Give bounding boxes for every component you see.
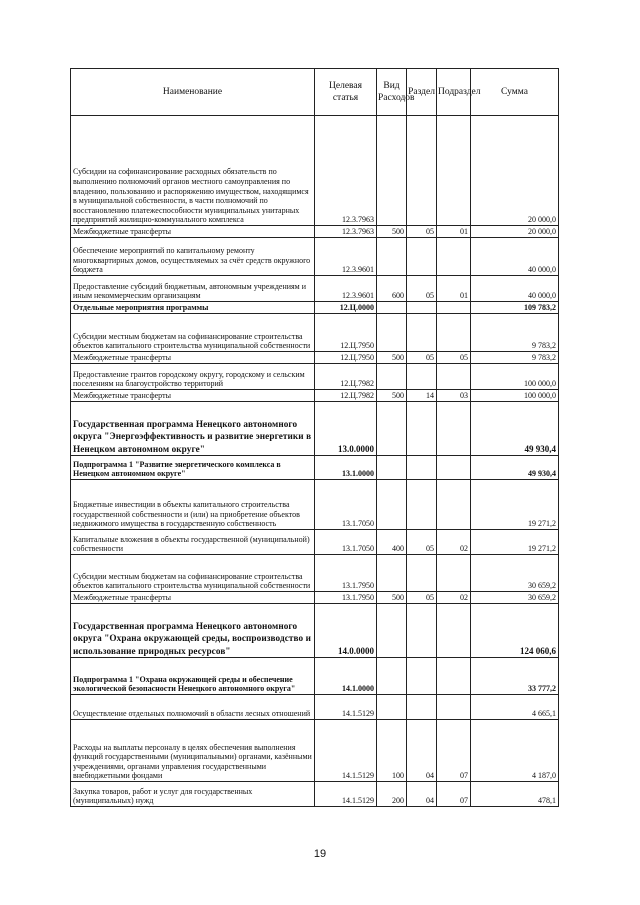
row-target-article: 12.3.7963 <box>315 226 377 238</box>
table-row <box>71 530 559 555</box>
row-expense-type <box>377 658 407 695</box>
row-section: 05 <box>407 226 437 238</box>
table-row <box>71 480 559 530</box>
row-name: Закупка товаров, работ и услуг для государственных (муниципальных) нужд <box>71 782 315 807</box>
row-subsection <box>437 314 471 352</box>
row-name: Предоставление грантов городскому округу, городскому и сельским поселениям на благоустройство территорий <box>71 364 315 390</box>
table-row <box>71 226 559 238</box>
row-sum: 109 783,2 <box>471 302 559 314</box>
row-target-article: 12.Ц.7950 <box>315 314 377 352</box>
row-target-article: 14.0.0000 <box>315 604 377 658</box>
row-expense-type <box>377 364 407 390</box>
header-expense-type: Вид Расходов <box>377 69 407 116</box>
row-sum: 100 000,0 <box>471 364 559 390</box>
row-target-article: 12.Ц.7982 <box>315 390 377 402</box>
row-subsection <box>437 456 471 480</box>
row-subsection: 02 <box>437 592 471 604</box>
row-name: Бюджетные инвестиции в объекты капитального строительства государственной собственности и (или) на приобретение объектов недвижимого имущества в государственную собственность <box>71 480 315 530</box>
row-expense-type: 100 <box>377 720 407 782</box>
table-row <box>71 390 559 402</box>
row-section: 04 <box>407 720 437 782</box>
row-section <box>407 456 437 480</box>
row-subsection: 05 <box>437 352 471 364</box>
row-subsection <box>437 604 471 658</box>
row-sum: 124 060,6 <box>471 604 559 658</box>
table-row <box>71 456 559 480</box>
table-row <box>71 555 559 592</box>
table-header-row <box>71 69 559 116</box>
table-row <box>71 695 559 720</box>
row-subsection <box>437 658 471 695</box>
header-section: Раздел <box>407 69 437 116</box>
table-row <box>71 604 559 658</box>
row-target-article: 14.1.5129 <box>315 782 377 807</box>
row-section <box>407 480 437 530</box>
row-target-article: 14.1.5129 <box>315 720 377 782</box>
header-name: Наименование <box>71 69 315 116</box>
row-target-article: 13.1.7050 <box>315 530 377 555</box>
row-section <box>407 238 437 276</box>
row-subsection <box>437 480 471 530</box>
row-section: 05 <box>407 592 437 604</box>
row-sum: 4 187,0 <box>471 720 559 782</box>
table-row <box>71 314 559 352</box>
row-sum: 40 000,0 <box>471 238 559 276</box>
row-section: 14 <box>407 390 437 402</box>
row-section <box>407 555 437 592</box>
row-section: 05 <box>407 530 437 555</box>
row-subsection: 07 <box>437 782 471 807</box>
row-name: Межбюджетные трансферты <box>71 592 315 604</box>
table-row <box>71 592 559 604</box>
row-name: Обеспечение мероприятий по капитальному ремонту многоквартирных домов, осуществляемых за счёт средств окружного бюджета <box>71 238 315 276</box>
row-expense-type <box>377 695 407 720</box>
row-expense-type <box>377 314 407 352</box>
row-sum: 100 000,0 <box>471 390 559 402</box>
row-target-article: 12.3.9601 <box>315 276 377 302</box>
row-expense-type <box>377 116 407 226</box>
table-row <box>71 352 559 364</box>
row-expense-type: 200 <box>377 782 407 807</box>
row-subsection <box>437 402 471 456</box>
row-subsection <box>437 302 471 314</box>
row-sum: 40 000,0 <box>471 276 559 302</box>
row-expense-type <box>377 302 407 314</box>
row-expense-type: 500 <box>377 390 407 402</box>
row-expense-type <box>377 456 407 480</box>
row-section <box>407 116 437 226</box>
row-sum: 20 000,0 <box>471 116 559 226</box>
row-target-article: 14.1.0000 <box>315 658 377 695</box>
row-subsection: 01 <box>437 276 471 302</box>
table-row <box>71 116 559 226</box>
table-row <box>71 238 559 276</box>
budget-table <box>70 68 559 807</box>
table-row <box>71 402 559 456</box>
row-subsection <box>437 555 471 592</box>
table-row <box>71 658 559 695</box>
row-expense-type: 600 <box>377 276 407 302</box>
row-target-article: 12.3.7963 <box>315 116 377 226</box>
row-name: Субсидии на софинансирование расходных обязательств по выполнению полномочий органов местного самоуправления по владению, пользованию и распоряжению имуществом, находящимся в муниципальной собственности, в части полномочий по восстановлению платежеспособности муниципальных унитарных предприятий жилищно-коммунального комплекса <box>71 116 315 226</box>
row-sum: 478,1 <box>471 782 559 807</box>
row-name: Подпрограмма 1 "Охрана окружающей среды и обеспечение экологической безопасности Ненецкого автономного округа" <box>71 658 315 695</box>
row-section <box>407 658 437 695</box>
row-section: 05 <box>407 352 437 364</box>
header-sum: Сумма <box>471 69 559 116</box>
row-target-article: 12.Ц.0000 <box>315 302 377 314</box>
row-section <box>407 402 437 456</box>
row-sum: 49 930,4 <box>471 402 559 456</box>
row-sum: 19 271,2 <box>471 480 559 530</box>
row-section <box>407 695 437 720</box>
row-expense-type: 500 <box>377 226 407 238</box>
row-target-article: 13.1.7950 <box>315 555 377 592</box>
row-section <box>407 604 437 658</box>
row-name: Межбюджетные трансферты <box>71 226 315 238</box>
row-name: Отдельные мероприятия программы <box>71 302 315 314</box>
row-sum: 9 783,2 <box>471 352 559 364</box>
row-section <box>407 314 437 352</box>
row-section <box>407 302 437 314</box>
row-sum: 19 271,2 <box>471 530 559 555</box>
row-name: Подпрограмма 1 "Развитие энергетического комплекса в Ненецком автономном округе" <box>71 456 315 480</box>
row-name: Осуществление отдельных полномочий в области лесных отношений <box>71 695 315 720</box>
row-expense-type <box>377 480 407 530</box>
table-row <box>71 720 559 782</box>
row-target-article: 13.1.0000 <box>315 456 377 480</box>
row-expense-type: 500 <box>377 352 407 364</box>
table-row <box>71 782 559 807</box>
row-expense-type: 400 <box>377 530 407 555</box>
row-sum: 30 659,2 <box>471 555 559 592</box>
page-number: 19 <box>313 848 327 860</box>
row-target-article: 12.Ц.7982 <box>315 364 377 390</box>
row-subsection <box>437 364 471 390</box>
row-name: Межбюджетные трансферты <box>71 352 315 364</box>
table-row <box>71 276 559 302</box>
row-expense-type: 500 <box>377 592 407 604</box>
row-name: Государственная программа Ненецкого автономного округа "Энергоэффективность и развитие энергетики в Ненецком автономном округе" <box>71 402 315 456</box>
table-row <box>71 302 559 314</box>
row-sum: 33 777,2 <box>471 658 559 695</box>
row-target-article: 14.1.5129 <box>315 695 377 720</box>
row-sum: 9 783,2 <box>471 314 559 352</box>
row-section <box>407 364 437 390</box>
row-name: Субсидии местным бюджетам на софинансирование строительства объектов капитального строительства муниципальной собственности <box>71 555 315 592</box>
row-section: 05 <box>407 276 437 302</box>
row-expense-type <box>377 604 407 658</box>
row-name: Межбюджетные трансферты <box>71 390 315 402</box>
row-expense-type <box>377 238 407 276</box>
row-subsection: 07 <box>437 720 471 782</box>
row-target-article: 13.1.7950 <box>315 592 377 604</box>
row-sum: 20 000,0 <box>471 226 559 238</box>
row-target-article: 13.0.0000 <box>315 402 377 456</box>
row-subsection <box>437 238 471 276</box>
row-subsection <box>437 116 471 226</box>
row-subsection: 03 <box>437 390 471 402</box>
row-expense-type <box>377 402 407 456</box>
table-row <box>71 364 559 390</box>
row-sum: 30 659,2 <box>471 592 559 604</box>
row-subsection <box>437 695 471 720</box>
row-name: Предоставление субсидий бюджетным, автономным учреждениям и иным некоммерческим организациям <box>71 276 315 302</box>
row-section: 04 <box>407 782 437 807</box>
row-name: Расходы на выплаты персоналу в целях обеспечения выполнения функций государственными (муниципальными) органами, казёнными учреждениями, органами управления государственными внебюджетными фондами <box>71 720 315 782</box>
row-target-article: 12.Ц.7950 <box>315 352 377 364</box>
row-subsection: 01 <box>437 226 471 238</box>
row-target-article: 12.3.9601 <box>315 238 377 276</box>
row-sum: 49 930,4 <box>471 456 559 480</box>
row-target-article: 13.1.7050 <box>315 480 377 530</box>
row-name: Государственная программа Ненецкого автономного округа "Охрана окружающей среды, воспроизводство и использование природных ресурсов" <box>71 604 315 658</box>
row-subsection: 02 <box>437 530 471 555</box>
row-name: Субсидии местным бюджетам на софинансирование строительства объектов капитального строительства муниципальной собственности <box>71 314 315 352</box>
row-sum: 4 665,1 <box>471 695 559 720</box>
row-expense-type <box>377 555 407 592</box>
row-name: Капитальные вложения в объекты государственной (муниципальной) собственности <box>71 530 315 555</box>
header-target-article: Целевая статья <box>315 69 377 116</box>
header-subsection: Подраздел <box>437 69 471 116</box>
